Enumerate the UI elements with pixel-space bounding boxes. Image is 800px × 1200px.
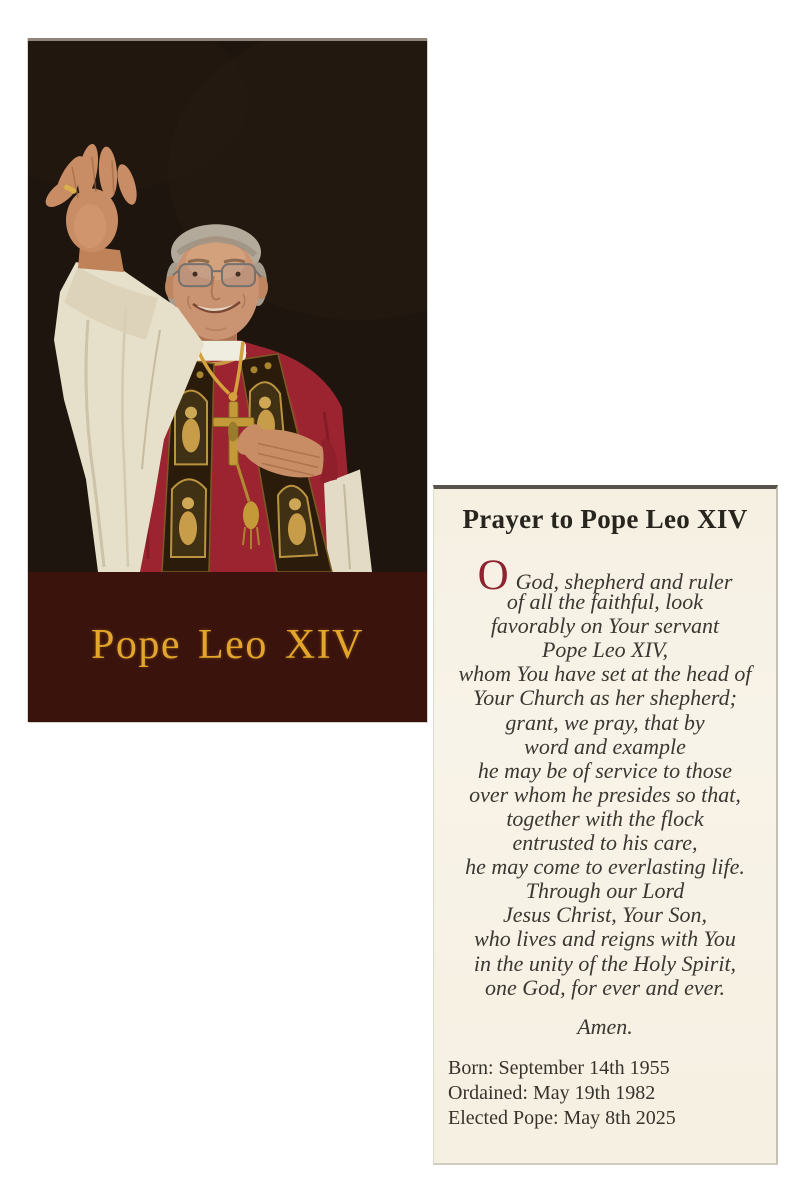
- prayer-line: one God, for ever and ever.: [484, 974, 726, 1000]
- prayer-line: entrusted to his care,: [512, 830, 698, 856]
- name-band: [28, 572, 427, 722]
- prayer-line: over whom he presides so that,: [469, 781, 741, 807]
- prayer-line: in the unity of the Holy Spirit,: [473, 950, 737, 976]
- dropcap-o: O: [477, 552, 509, 599]
- prayer-line: word and example: [524, 733, 686, 759]
- prayer-line: together with the flock: [506, 805, 704, 831]
- prayer-line: who lives and reigns with You: [474, 926, 736, 952]
- front-card: [28, 38, 427, 722]
- prayer-line: of all the faithful, look: [506, 589, 704, 615]
- prayer-line: Through our Lord: [525, 878, 685, 904]
- prayer-line: whom You have set at the head of: [458, 661, 752, 687]
- opening-text: God, shepherd and ruler: [515, 569, 733, 594]
- prayer-line: he may come to everlasting life.: [465, 854, 745, 880]
- date-line: Ordained: May 19th 1982: [448, 1081, 656, 1104]
- dates-block: [434, 1056, 776, 1131]
- prayer-line: grant, we pray, that by: [505, 709, 705, 735]
- caption-text: Pope Leo XIV: [91, 622, 364, 668]
- prayer-lines: [434, 590, 776, 1000]
- date-line: Born: September 14th 1955: [448, 1056, 670, 1079]
- prayer-line: Pope Leo XIV,: [541, 637, 669, 663]
- amen-text: Amen.: [577, 1013, 633, 1039]
- prayer-line: Your Church as her shepherd;: [472, 685, 737, 711]
- prayer-opening-line: [434, 552, 776, 599]
- pope-photo: [28, 41, 427, 572]
- date-line: Elected Pope: May 8th 2025: [448, 1106, 676, 1129]
- prayer-line: favorably on Your servant: [490, 613, 720, 639]
- prayer-card: [433, 485, 778, 1165]
- prayer-title: Prayer to Pope Leo XIV: [462, 504, 748, 534]
- prayer-line: he may be of service to those: [477, 757, 733, 783]
- prayer-line: Jesus Christ, Your Son,: [503, 902, 707, 928]
- pope-photo-illustration: [28, 41, 427, 572]
